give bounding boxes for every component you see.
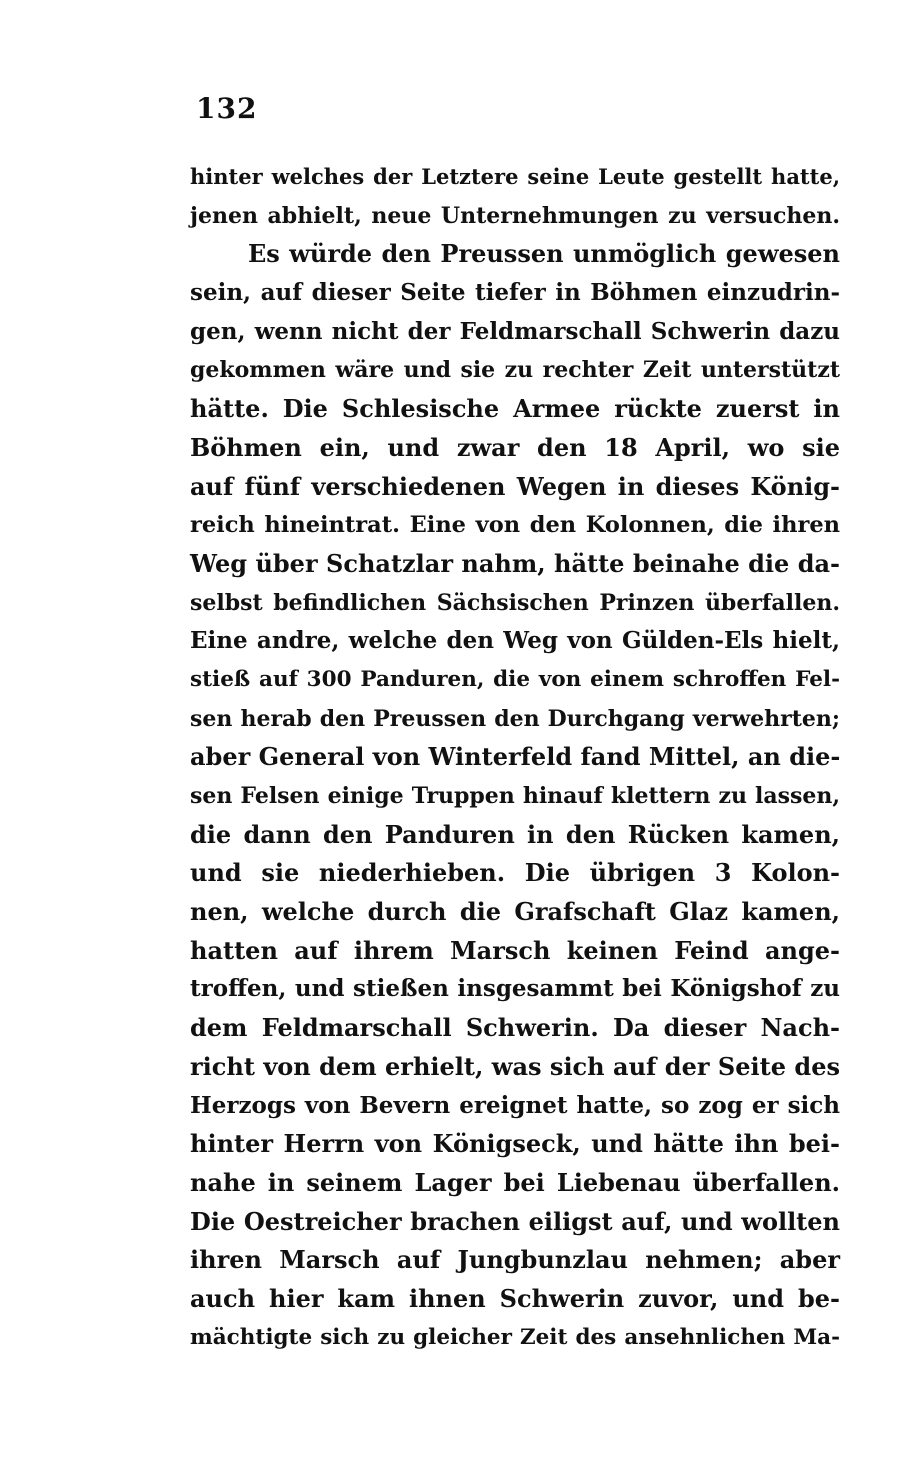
text-line: Herzogs von Bevern ereignet hatte, so zog er sich — [190, 1091, 840, 1119]
text-line: nahe in seinem Lager bei Liebenau überfallen. — [190, 1167, 840, 1197]
page-number: 132 — [196, 92, 258, 125]
text-line: ihren Marsch auf Jungbunzlau nehmen; aber — [190, 1245, 840, 1275]
text-line: reich hineintrat. Eine von den Kolonnen, die ihren — [190, 512, 840, 539]
body-text — [190, 158, 840, 1357]
text-line: Weg über Schatzlar nahm, hätte beinahe die da- — [190, 548, 840, 578]
text-line: auf fünf verschiedenen Wegen in dieses König- — [190, 471, 840, 501]
text-line: selbst befindlichen Sächsischen Prinzen überfallen. — [190, 589, 840, 616]
text-line: gen, wenn nicht der Feldmarschall Schwerin dazu — [190, 317, 840, 345]
text-line: sein, auf dieser Seite tiefer in Böhmen einzudrin- — [190, 279, 840, 307]
text-line: Die Oestreicher brachen eiligst auf, und wollten — [190, 1206, 840, 1236]
text-line: stieß auf 300 Panduren, die von einem schroffen Fel- — [190, 666, 840, 692]
text-line: hinter welches der Letztere seine Leute gestellt hatte, — [190, 164, 840, 189]
text-line: richt von dem erhielt, was sich auf der Seite des — [190, 1051, 840, 1081]
text-line: mächtigte sich zu gleicher Zeit des ansehnlichen Ma- — [190, 1324, 840, 1350]
text-line: dem Feldmarschall Schwerin. Da dieser Nach- — [190, 1013, 840, 1043]
text-line: Eine andre, welche den Weg von Gülden-Els hielt, — [190, 627, 840, 655]
text-line: nen, welche durch die Grafschaft Glaz kamen, — [190, 897, 840, 927]
text-line: und sie niederhieben. Die übrigen 3 Kolon- — [190, 858, 840, 888]
text-line: hinter Herrn von Königseck, und hätte ihn bei- — [190, 1129, 840, 1159]
text-line: hätte. Die Schlesische Armee rückte zuerst in — [190, 394, 840, 424]
text-line: die dann den Panduren in den Rücken kamen, — [190, 819, 840, 849]
text-line: Böhmen ein, und zwar den 18 April, wo sie — [190, 432, 840, 462]
text-line: Es würde den Preussen unmöglich gewesen — [248, 239, 840, 269]
text-line: gekommen wäre und sie zu rechter Zeit unterstützt — [190, 357, 840, 384]
text-line: sen herab den Preussen den Durchgang verwehrten; — [190, 705, 840, 732]
text-line: jenen abhielt, neue Unternehmungen zu versuchen. — [190, 202, 840, 229]
text-line: troffen, und stießen insgesammt bei Königshof zu — [190, 975, 840, 1003]
text-line: hatten auf ihrem Marsch keinen Feind ange- — [190, 935, 840, 965]
text-line: aber General von Winterfeld fand Mittel, an die- — [190, 742, 841, 772]
text-line: sen Felsen einige Truppen hinauf klettern zu lassen, — [190, 783, 840, 809]
text-line: auch hier kam ihnen Schwerin zuvor, und be- — [190, 1283, 840, 1313]
